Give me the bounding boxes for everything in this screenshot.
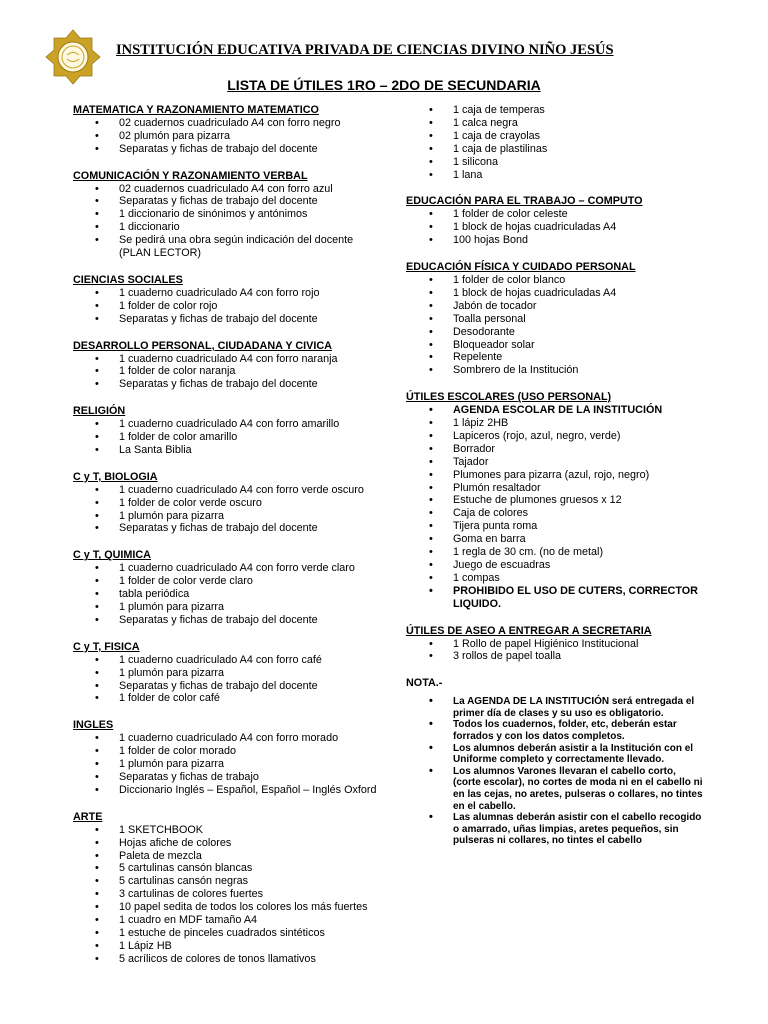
nota-heading: NOTA.- [406, 677, 443, 690]
list-item: • 1 folder de color verde claro [73, 575, 383, 588]
list-item: • Desodorante [406, 326, 706, 339]
section-heading: INGLES [73, 719, 114, 732]
list-item: • 1 regla de 30 cm. (no de metal) [406, 546, 706, 559]
list-item: • 1 compas [406, 572, 706, 585]
item-list [73, 418, 383, 457]
section-heading: C y T, BIOLOGIA [73, 470, 158, 483]
nota-item: • La AGENDA DE LA INSTITUCIÓN será entregada el primer día de clases y su uso es obligatorio. [406, 696, 706, 719]
item-list [73, 824, 383, 966]
item-list [73, 732, 383, 797]
list-item: • Juego de escuadras [406, 559, 706, 572]
list-item: • 1 plumón para pizarra [73, 758, 383, 771]
list-item: • Tijera punta roma [406, 520, 706, 533]
section-heading: EDUCACIÓN PARA EL TRABAJO – COMPUTO [406, 195, 643, 208]
list-item: • 1 folder de color rojo [73, 300, 383, 313]
section-c-y-t-quimica [73, 549, 383, 626]
section-c-y-t-fisica [73, 641, 383, 706]
list-item: • Separatas y fichas de trabajo del docente [73, 522, 383, 535]
list-item: • 3 cartulinas de colores fuertes [73, 888, 383, 901]
list-item: • La Santa Biblia [73, 444, 383, 457]
item-list [406, 274, 706, 377]
section-ciencias-sociales [73, 274, 383, 326]
section-heading: MATEMATICA Y RAZONAMIENTO MATEMATICO [73, 104, 319, 116]
right-column [406, 104, 706, 861]
item-list [73, 287, 383, 326]
list-item: • 02 cuadernos cuadriculado A4 con forro negro [73, 117, 383, 130]
nota-item: • Los alumnos Varones llevaran el cabello corto, (corte escolar), no cortes de moda ni en el cabello ni en las cejas, no aretes, pulseras o collares, no tintes en el cabello. [406, 766, 706, 812]
list-item: • 1 lápiz 2HB [406, 417, 706, 430]
list-item: • Hojas afiche de colores [73, 837, 383, 850]
list-item: • Toalla personal [406, 313, 706, 326]
section-matematica-y-razonamiento-matematico [73, 104, 383, 156]
nota-item: • Las alumnas deberán asistir con el cabello recogido o amarrado, uñas limpias, aretes pequeños, sin pulseras ni collares, no tintes el cabello [406, 812, 706, 847]
list-item: • 1 plumón para pizarra [73, 510, 383, 523]
list-item: • 1 caja de crayolas [406, 130, 706, 143]
item-list [73, 562, 383, 627]
item-list [73, 484, 383, 536]
list-item: • 1 silicona [406, 156, 706, 169]
section-heading: C y T, QUIMICA [73, 549, 151, 562]
list-item: • 1 estuche de pinceles cuadrados sintéticos [73, 927, 383, 940]
list-item: • 3 rollos de papel toalla [406, 650, 706, 663]
section-educacion-para-el-trabajo-computo [406, 195, 706, 247]
list-item: • 1 plumón para pizarra [73, 601, 383, 614]
list-item: • Separatas y fichas de trabajo del docente [73, 195, 383, 208]
nota-item: • Los alumnos deberán asistir a la Institución con el Uniforme completo y correctamente llevado. [406, 743, 706, 766]
arte-continued-list [406, 104, 706, 181]
list-item: • 1 cuaderno cuadriculado A4 con forro café [73, 654, 383, 667]
section-heading: EDUCACIÓN FÍSICA Y CUIDADO PERSONAL [406, 261, 636, 274]
section-desarrollo-personal-ciudadana-y-civica [73, 340, 383, 392]
list-item: • Separatas y fichas de trabajo del docente [73, 614, 383, 627]
list-item: • 1 cuaderno cuadriculado A4 con forro naranja [73, 353, 383, 366]
list-item: • Separatas y fichas de trabajo del docente [73, 143, 383, 156]
section-heading: C y T, FISICA [73, 640, 140, 653]
list-item: • Separatas y fichas de trabajo del docente [73, 378, 383, 391]
list-item: • Sombrero de la Institución [406, 364, 706, 377]
list-item: • 5 acrílicos de colores de tonos llamativos [73, 953, 383, 966]
left-column [73, 104, 383, 980]
section-ingles [73, 719, 383, 796]
list-item: • Bloqueador solar [406, 339, 706, 352]
list-item: • 10 papel sedita de todos los colores los más fuertes [73, 901, 383, 914]
list-item: • 02 cuadernos cuadriculado A4 con forro azul [73, 183, 383, 196]
section-heading: DESARROLLO PERSONAL, CIUDADANA Y CIVICA [73, 339, 332, 352]
list-item: • 1 folder de color verde oscuro [73, 497, 383, 510]
list-item: • 1 Rollo de papel Higiénico Institucional [406, 638, 706, 651]
section-educacion-fisica-y-cuidado-personal [406, 261, 706, 377]
section-religion [73, 405, 383, 457]
list-item: • Plumón resaltador [406, 482, 706, 495]
list-item: • Separatas y fichas de trabajo del docente [73, 680, 383, 693]
list-item: • 1 folder de color blanco [406, 274, 706, 287]
list-item: • 1 folder de color café [73, 692, 383, 705]
list-item: • Caja de colores [406, 507, 706, 520]
list-item: • 5 cartulinas cansón blancas [73, 862, 383, 875]
list-item: • Jabón de tocador [406, 300, 706, 313]
item-list [73, 117, 383, 156]
list-item: • 1 plumón para pizarra [73, 667, 383, 680]
list-item: • 1 cuaderno cuadriculado A4 con forro verde oscuro [73, 484, 383, 497]
nota-list [406, 696, 706, 847]
section-utiles-de-aseo-a-entregar-a-secretaria [406, 625, 706, 664]
list-item: • Diccionario Inglés – Español, Español – Inglés Oxford [73, 784, 383, 797]
list-item: • tabla periódica [73, 588, 383, 601]
item-list [406, 404, 706, 611]
list-item: • 1 cuaderno cuadriculado A4 con forro morado [73, 732, 383, 745]
item-list [73, 353, 383, 392]
list-item: • 1 folder de color morado [73, 745, 383, 758]
item-list [406, 104, 706, 181]
list-item: • PROHIBIDO EL USO DE CUTERS, CORRECTOR LIQUIDO. [406, 585, 706, 611]
list-item: • 1 cuaderno cuadriculado A4 con forro verde claro [73, 562, 383, 575]
document-title: LISTA DE ÚTILES 1RO – 2DO DE SECUNDARIA [227, 77, 541, 93]
section-heading: ARTE [73, 810, 103, 823]
list-item: • Separatas y fichas de trabajo del docente [73, 313, 383, 326]
list-item: • AGENDA ESCOLAR DE LA INSTITUCIÓN [406, 404, 706, 417]
item-list [406, 208, 706, 247]
list-item: • 1 SKETCHBOOK [73, 824, 383, 837]
nota-item: • Todos los cuadernos, folder, etc, deberán estar forrados y con los datos completos. [406, 719, 706, 742]
list-item: • 100 hojas Bond [406, 234, 706, 247]
list-item: • 1 block de hojas cuadriculadas A4 [406, 221, 706, 234]
list-item: • 1 cuaderno cuadriculado A4 con forro rojo [73, 287, 383, 300]
section-arte [73, 811, 383, 966]
list-item: • Repelente [406, 351, 706, 364]
list-item: • 1 cuaderno cuadriculado A4 con forro amarillo [73, 418, 383, 431]
list-item: • 1 calca negra [406, 117, 706, 130]
list-item: • 1 folder de color celeste [406, 208, 706, 221]
list-item: • 1 caja de temperas [406, 104, 706, 117]
list-item: • Borrador [406, 443, 706, 456]
list-item: • Tajador [406, 456, 706, 469]
section-heading: ÚTILES DE ASEO A ENTREGAR A SECRETARIA [406, 624, 652, 637]
list-item: • 5 cartulinas cansón negras [73, 875, 383, 888]
list-item: • Estuche de plumones gruesos x 12 [406, 494, 706, 507]
list-item: • Se pedirá una obra según indicación del docente (PLAN LECTOR) [73, 234, 383, 260]
item-list [73, 183, 383, 260]
list-item: • 1 lana [406, 169, 706, 182]
nota-section [406, 677, 706, 847]
list-item: • Separatas y fichas de trabajo [73, 771, 383, 784]
section-heading: CIENCIAS SOCIALES [73, 273, 183, 286]
list-item: • 1 diccionario [73, 221, 383, 234]
list-item: • 1 block de hojas cuadriculadas A4 [406, 287, 706, 300]
school-name: INSTITUCIÓN EDUCATIVA PRIVADA DE CIENCIAS DIVINO NIÑO JESÚS [116, 42, 614, 58]
section-heading: RELIGIÓN [73, 405, 126, 418]
list-item: • Lapiceros (rojo, azul, negro, verde) [406, 430, 706, 443]
section-utiles-escolares-uso-personal [406, 391, 706, 610]
list-item: • 1 caja de plastilinas [406, 143, 706, 156]
section-c-y-t-biologia [73, 471, 383, 536]
list-item: • Plumones para pizarra (azul, rojo, negro) [406, 469, 706, 482]
list-item: • 1 folder de color naranja [73, 365, 383, 378]
list-item: • 1 folder de color amarillo [73, 431, 383, 444]
item-list [73, 654, 383, 706]
list-item: • Paleta de mezcla [73, 850, 383, 863]
list-item: • 1 Lápiz HB [73, 940, 383, 953]
section-comunicacion-y-razonamiento-verbal [73, 170, 383, 260]
list-item: • 1 cuadro en MDF tamaño A4 [73, 914, 383, 927]
item-list [406, 638, 706, 664]
list-item: • 1 diccionario de sinónimos y antónimos [73, 208, 383, 221]
section-heading: ÚTILES ESCOLARES (USO PERSONAL) [406, 391, 612, 404]
list-item: • Goma en barra [406, 533, 706, 546]
list-item: • 02 plumón para pizarra [73, 130, 383, 143]
section-heading: COMUNICACIÓN Y RAZONAMIENTO VERBAL [73, 169, 308, 182]
